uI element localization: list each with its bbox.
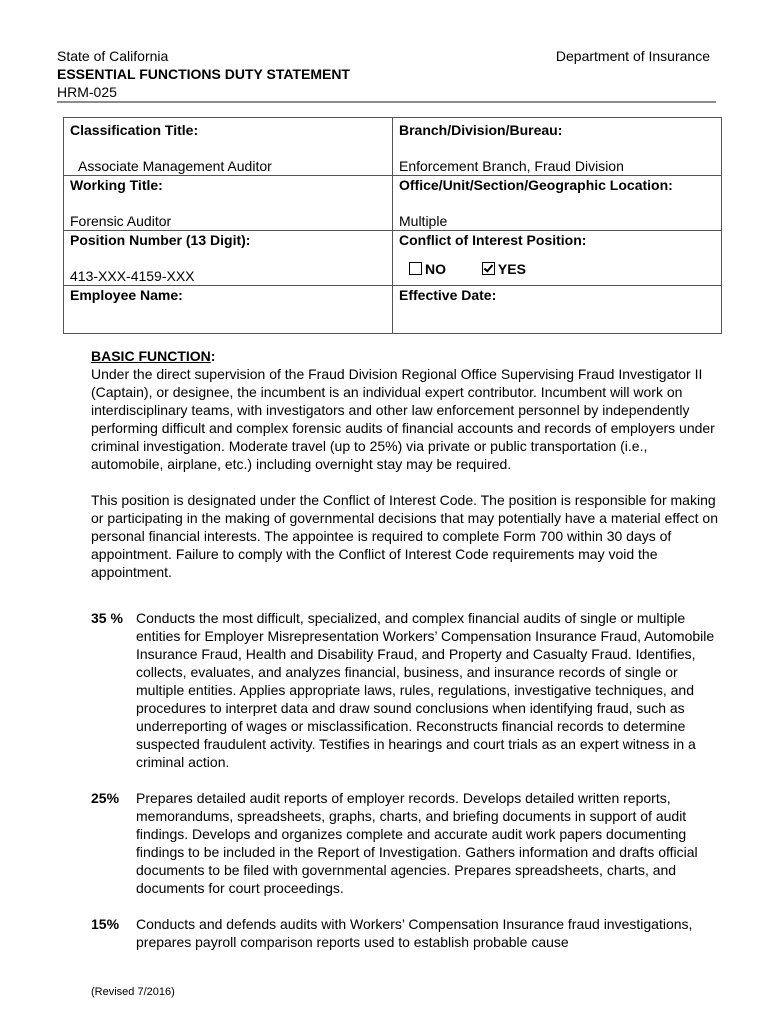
department-label: Department of Insurance: [555, 48, 710, 64]
state-label: State of California: [57, 48, 169, 64]
effective-date-label: Effective Date:: [399, 287, 497, 303]
working-title-cell: [64, 176, 393, 231]
duty-text: Conducts the most difficult, specialized, and complex financial audits of single or multiple entities for Employer Misrepresentation Workers’ Compensation Insurance Fraud, Automobile Insurance Fraud, Health and Disability Fraud, and Property and Casualty Fraud. Identifies, collects, evaluates, and analyzes financial, business, and insurance records of single or multiple entities. Applies appropriate laws, rules, regulations, investigative techniques, and procedures to interpret data and draw sound conclusions when identifying fraud, such as underreporting of wages or misclassification. Reconstructs financial records to determine suspected fraudulent activity. Testifies in hearings and court trials as an expert witness in a criminal action.: [136, 610, 715, 770]
conflict-options: [399, 260, 715, 278]
duty-item: [91, 789, 721, 897]
office-cell: [393, 176, 722, 231]
basic-function-paragraph: Under the direct supervision of the Fraud Division Regional Office Supervising Fraud Investigator II (Captain), or designee, the incumbent is an individual expert contributor. Incumbent will work on interdisciplinary teams, with investigators and other law enforcement personnel by independently performing difficult and complex forensic audits of financial accounts and records of employers under criminal investigation. Moderate travel (up to 25%) via private or public transportation (i.e., automobile, airplane, etc.) including overnight stay may be required.: [91, 366, 715, 472]
classification-title-value: Associate Management Auditor: [78, 158, 272, 174]
header-divider: [57, 101, 716, 103]
basic-function-heading: BASIC FUNCTION:: [91, 348, 216, 364]
position-number-cell: [64, 231, 393, 286]
effective-date-cell: [393, 286, 722, 334]
document-header: [57, 47, 350, 101]
basic-function-title: BASIC FUNCTION: [91, 348, 211, 364]
conflict-no-label: NO: [425, 261, 446, 277]
duty-item: [91, 915, 721, 951]
duty-percent: 35 %: [91, 610, 123, 626]
conflict-no-option[interactable]: [409, 260, 446, 278]
working-title-label: Working Title:: [70, 177, 163, 193]
revision-note: (Revised 7/2016): [91, 986, 175, 998]
branch-label: Branch/Division/Bureau:: [399, 122, 563, 138]
conflict-yes-option[interactable]: [482, 260, 526, 278]
no-checkbox-icon[interactable]: [409, 262, 422, 275]
conflict-yes-label: YES: [497, 261, 526, 277]
duty-percent: 25%: [91, 790, 120, 806]
duty-percent: 15%: [91, 916, 120, 932]
branch-cell: [393, 118, 722, 176]
document-title: ESSENTIAL FUNCTIONS DUTY STATEMENT: [57, 66, 350, 82]
classification-title-label: Classification Title:: [70, 122, 199, 138]
duty-text: Conducts and defends audits with Workers’ Compensation Insurance fraud investigations, prepares payroll comparison reports used to establish probable cause: [136, 916, 693, 950]
conflict-label: Conflict of Interest Position:: [399, 232, 587, 248]
office-label: Office/Unit/Section/Geographic Location:: [399, 177, 673, 193]
position-number-value: 413-XXX-4159-XXX: [70, 268, 195, 284]
classification-title-cell: [64, 118, 393, 176]
form-number: HRM-025: [57, 84, 117, 100]
employee-name-label: Employee Name:: [70, 287, 183, 303]
office-value: Multiple: [399, 213, 448, 229]
employee-name-cell: [64, 286, 393, 334]
yes-checkbox-checked-icon[interactable]: [482, 262, 495, 275]
duty-item: [91, 609, 721, 771]
duty-statement-body: [91, 347, 721, 951]
conflict-of-interest-paragraph: This position is designated under the Conflict of Interest Code. The position is responsible for making or participating in the making of governmental decisions that may potentially have a material effect on personal financial interests. The appointee is required to complete Form 700 within 30 days of appointment. Failure to comply with the Conflict of Interest Code requirements may void the appointment.: [91, 492, 718, 580]
position-number-label: Position Number (13 Digit):: [70, 232, 251, 248]
duty-text: Prepares detailed audit reports of employer records. Develops detailed written reports, memorandums, spreadsheets, graphs, charts, and briefing documents in support of audit findings. Develops and organizes complete and accurate audit work papers documenting findings to be included in the Report of Investigation. Gathers information and drafts official documents to be filed with governmental agencies. Prepares spreadsheets, charts, and documents for court proceedings.: [136, 790, 698, 896]
branch-value: Enforcement Branch, Fraud Division: [399, 158, 624, 174]
conflict-cell: [393, 231, 722, 286]
working-title-value: Forensic Auditor: [70, 213, 172, 229]
position-info-table: [63, 117, 722, 334]
